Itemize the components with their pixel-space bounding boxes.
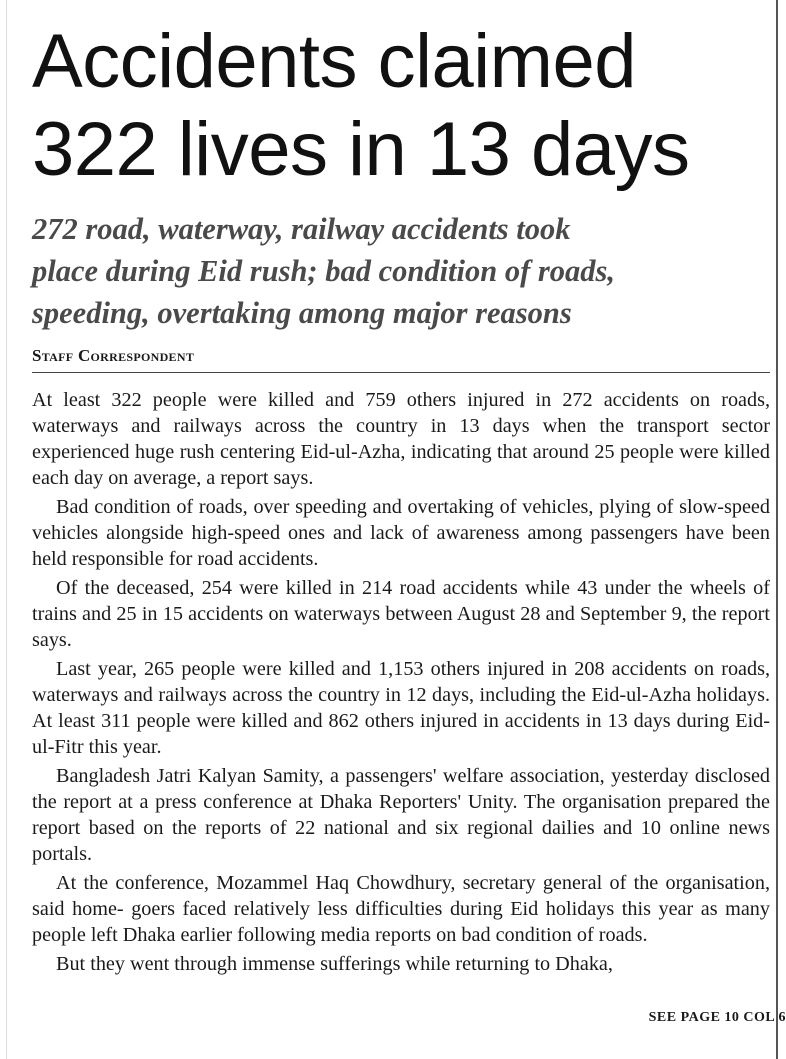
subheadline-line-1: 272 road, waterway, railway accidents took [32, 212, 571, 246]
headline-line-2: 322 lives in 13 days [32, 107, 690, 192]
article-body [32, 387, 770, 977]
paragraph-3: Of the deceased, 254 were killed in 214 road accidents while 43 under the wheels of trains and 25 in 15 accidents on waterways between August 28 and September 9, the report says. [32, 577, 770, 651]
paragraph-4: Last year, 265 people were killed and 1,153 others injured in 208 accidents on roads, waterways and railways across the country in 12 days, including the Eid-ul-Azha holidays. At least 311 people were killed and 862 others injured in accidents in 13 days during Eid-ul-Fitr this year. [32, 658, 770, 758]
headline [32, 0, 770, 194]
paragraph-1: At least 322 people were killed and 759 others injured in 272 accidents on roads, waterways and railways across the country in 13 days when the transport sector experienced huge rush centering Eid-ul-Azha, indicating that around 25 people were killed each day on average, a report says. [32, 389, 770, 489]
continued-on-page-note: SEE PAGE 10 COL 6 [648, 1010, 786, 1025]
column-rule [776, 0, 778, 1059]
left-page-edge [6, 0, 7, 1059]
subheadline-line-3: speeding, overtaking among major reasons [32, 296, 572, 330]
subheadline [32, 208, 770, 334]
paragraph-7: But they went through immense sufferings while returning to Dhaka, [56, 953, 613, 975]
paragraph-5: Bangladesh Jatri Kalyan Samity, a passengers' welfare association, yesterday disclosed the report at a press conference at Dhaka Reporters' Unity. The organisation prepared the report based on the reports of 22 national and six regional dailies and 10 online news portals. [32, 765, 770, 865]
byline-divider [32, 372, 770, 373]
subheadline-line-2: place during Eid rush; bad condition of roads, [32, 254, 615, 288]
headline-line-1: Accidents claimed [32, 19, 636, 104]
paragraph-2: Bad condition of roads, over speeding and overtaking of vehicles, plying of slow-speed vehicles alongside high-speed ones and lack of awareness among passengers have been held responsible for road accidents. [32, 496, 770, 570]
news-article [32, 0, 770, 980]
paragraph-6: At the conference, Mozammel Haq Chowdhury, secretary general of the organisation, said home- goers faced relatively less difficulties during Eid holidays this year as many people left Dhaka earlier following media reports on bad condition of roads. [32, 872, 770, 946]
byline: Staff Correspondent [32, 346, 195, 365]
